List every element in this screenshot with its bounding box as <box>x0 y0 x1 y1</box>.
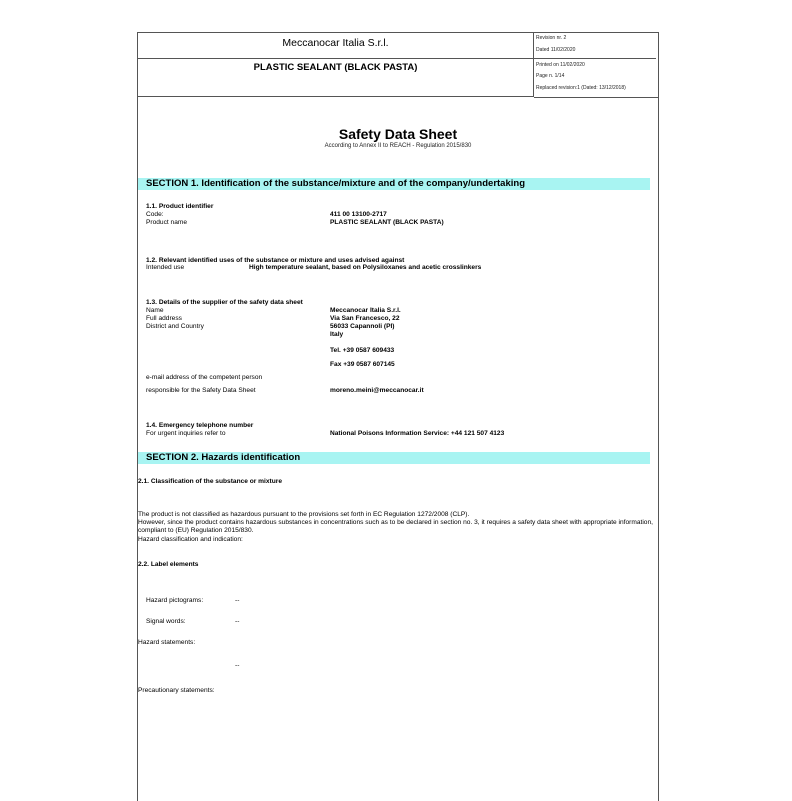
classification-paragraph-3: Hazard classification and indication: <box>138 536 243 543</box>
classification-paragraph-2: However, since the product contains hazardous substances in concentrations such as to be declared in section no. 3, it requires a safety data sheet with appropriate information, compliant to (EU) Regulation 2015/830. <box>138 519 653 534</box>
page-number: Page n. 1/14 <box>536 73 565 79</box>
product-name-label: Product name <box>146 219 188 226</box>
revision-number: Revision nr. 2 <box>536 35 567 41</box>
emergency-label: For urgent inquiries refer to <box>146 430 226 437</box>
precautionary-statements-label: Precautionary statements: <box>138 687 215 694</box>
company-name: Meccanocar Italia S.r.l. <box>138 33 533 59</box>
pictograms-value: -- <box>235 597 240 604</box>
email-label-line-1: e-mail address of the competent person <box>146 374 263 381</box>
supplier-name-label: Name <box>146 307 164 314</box>
s13-heading: 1.3. Details of the supplier of the safety data sheet <box>146 299 303 306</box>
hazard-statements-label: Hazard statements: <box>138 639 196 646</box>
code-label: Code: <box>146 211 164 218</box>
classification-paragraph-1: The product is not classified as hazardous pursuant to the provisions set forth in EC Regulation 1272/2008 (CLP). <box>138 511 470 518</box>
s22-heading: 2.2. Label elements <box>138 561 199 568</box>
fax: Fax +39 0587 607145 <box>330 361 395 368</box>
email-value: moreno.meini@meccanocar.it <box>330 387 424 394</box>
code-value: 411 00 13100-2717 <box>330 211 387 218</box>
replaced-revision: Replaced revision:1 (Dated: 13/12/2018) <box>536 85 626 91</box>
emergency-value: National Poisons Information Service: +44 121 507 4123 <box>330 430 505 437</box>
document-header <box>138 33 658 97</box>
revision-date: Dated 11/02/2020 <box>534 45 656 59</box>
signal-words-value: -- <box>235 618 240 625</box>
s11-heading: 1.1. Product identifier <box>146 203 214 210</box>
header-left-block <box>138 33 534 97</box>
district-value: 56033 Capannoli (PI) <box>330 323 395 330</box>
product-name: PLASTIC SEALANT (BLACK PASTA) <box>138 59 533 97</box>
printed-date: Printed on 11/02/2020 <box>536 62 585 68</box>
intended-use-value: High temperature sealant, based on Polysiloxanes and acetic crosslinkers <box>249 264 482 271</box>
revision-info <box>534 33 658 98</box>
pictograms-label: Hazard pictograms: <box>146 597 204 604</box>
email-label-line-2: responsible for the Safety Data Sheet <box>146 387 256 394</box>
address-value: Via San Francesco, 22 <box>330 315 400 322</box>
document-subtitle: According to Annex II to REACH - Regulation 2015/830 <box>324 143 472 149</box>
section-2-heading: SECTION 2. Hazards identification <box>138 452 650 464</box>
sds-page <box>137 32 659 801</box>
signal-words-label: Signal words: <box>146 618 186 625</box>
s21-heading: 2.1. Classification of the substance or mixture <box>138 478 283 485</box>
product-name-value: PLASTIC SEALANT (BLACK PASTA) <box>330 219 444 226</box>
supplier-name-value: Meccanocar Italia S.r.l. <box>330 307 401 314</box>
address-label: Full address <box>146 315 182 322</box>
s12-heading: 1.2. Relevant identified uses of the substance or mixture and uses advised against <box>146 257 405 264</box>
s14-heading: 1.4. Emergency telephone number <box>146 422 254 429</box>
intended-use-label: Intended use <box>146 264 185 271</box>
document-title: Safety Data Sheet <box>338 126 458 142</box>
telephone: Tel. +39 0587 609433 <box>330 347 395 354</box>
section-1-heading: SECTION 1. Identification of the substance/mixture and of the company/undertaking <box>138 178 650 190</box>
district-label: District and Country <box>146 323 204 330</box>
country-value: Italy <box>330 331 344 338</box>
hazard-statements-value: -- <box>235 662 240 669</box>
